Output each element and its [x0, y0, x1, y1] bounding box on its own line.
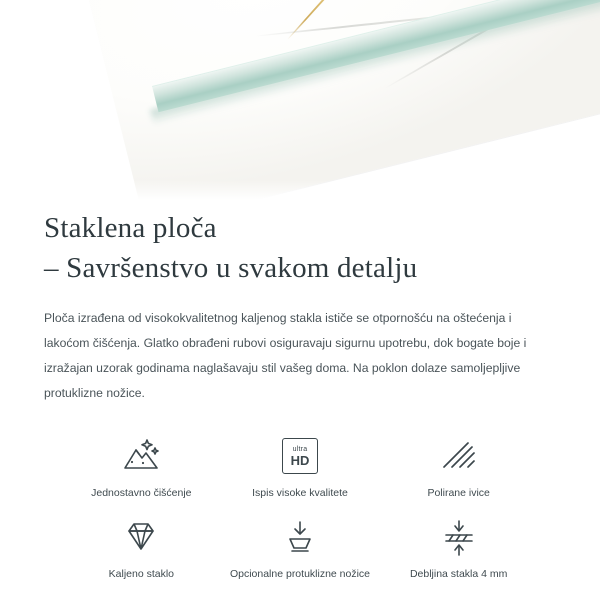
feature-label: Polirane ivice — [427, 487, 490, 500]
feature-item-anti-slip-feet — [221, 513, 380, 582]
thickness-arrows-icon — [435, 513, 483, 561]
polished-edge-icon — [435, 432, 483, 480]
ultra-hd-bottom-text: HD — [290, 452, 310, 468]
page-title-line-2: – Savršenstvo u svakom detalju — [44, 252, 418, 285]
feature-item-print-quality — [221, 432, 380, 501]
product-description-text: Ploča izrađena od visokokvalitetnog kaljenog stakla ističe se otpornošću na oštećenja i lakoćom čišćenja. Glatko obrađeni rubovi osiguravaju sigurnu upotrebu, dok bogate boje i izražajan uzorak godinama naglašavaju stil vašeg doma. Na poklon dolaze samoljepljive protuklizne nožice. — [44, 311, 527, 401]
hero-fade — [0, 180, 600, 200]
feature-label: Debljina stakla 4 mm — [409, 567, 508, 580]
content-area — [0, 200, 600, 581]
feature-label: Kaljeno staklo — [108, 567, 175, 580]
feature-label: Opcionalne protuklizne nožice — [229, 567, 371, 580]
page-title — [44, 208, 556, 288]
feature-item-tempered-glass — [62, 513, 221, 582]
ultra-hd-top-text: ultra — [292, 445, 308, 453]
diamond-icon — [117, 513, 165, 561]
hero-image — [0, 0, 600, 200]
feature-item-glass-thickness — [379, 513, 538, 582]
feature-label: Ispis visoke kvalitete — [252, 487, 348, 500]
anti-slip-foot-icon — [276, 513, 324, 561]
feature-label: Jednostavno čišćenje — [91, 487, 192, 500]
sparkle-mountain-icon — [117, 432, 165, 480]
page-title-line-1: Staklena ploča — [44, 212, 217, 244]
feature-item-polished-edges — [379, 432, 538, 501]
ultra-hd-icon — [276, 432, 324, 480]
feature-grid — [44, 432, 556, 581]
feature-item-easy-cleaning — [62, 432, 221, 501]
